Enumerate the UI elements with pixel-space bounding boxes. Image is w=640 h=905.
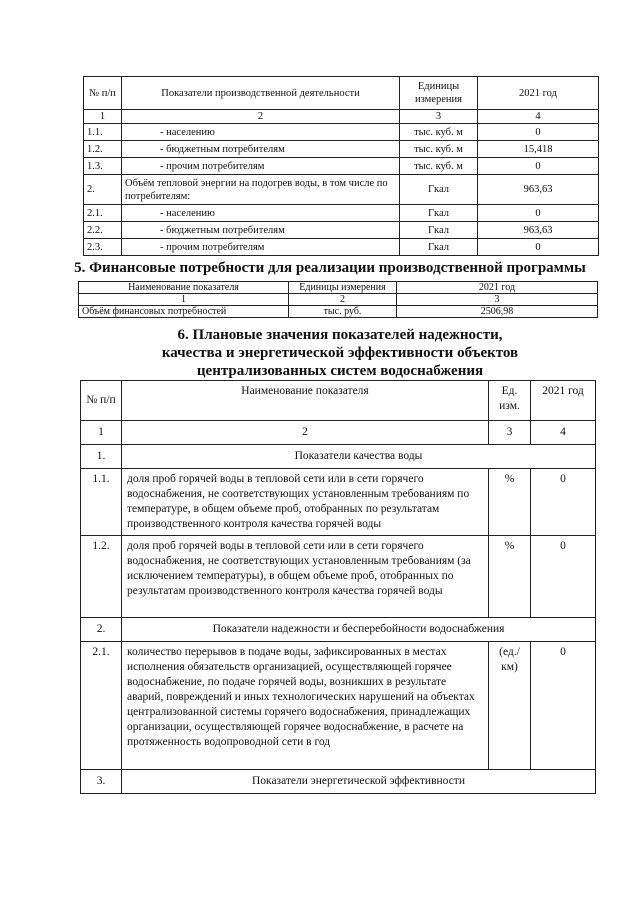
row-unit: тыс. куб. м [400,141,478,158]
table-row [81,642,596,770]
index-cell: 3 [489,421,531,445]
section-6-title-line-3: централизованных систем водоснабжения [196,363,484,379]
row-name: - населению [122,124,400,141]
index-cell: 3 [397,294,598,306]
col-unit-header: Единицы измерения [289,282,397,294]
row-num: 2.1. [81,642,122,770]
index-cell: 4 [478,110,599,124]
group-title: Показатели энергетической эффективности [122,770,596,794]
row-num: 2.2. [84,222,122,239]
col-year-header: 2021 год [531,381,596,421]
col-name-header: Наименование показателя [79,282,289,294]
row-text: доля проб горячей воды в тепловой сети или в сети горячего водоснабжения, не соответствующих установленным требованиям (за исключением температуры), в общем объеме проб, отобранных по результатам производственного контроля качества горячей воды [122,536,489,618]
row-num: 2. [84,175,122,205]
row-unit: Гкал [400,239,478,256]
table-row [84,175,599,205]
index-cell: 1 [84,110,122,124]
index-cell: 4 [531,421,596,445]
row-unit: тыс. руб. [289,306,397,318]
index-cell: 2 [289,294,397,306]
row-text: количество перерывов в подаче воды, зафиксированных в местах исполнения обязательств организацией, осуществляющей горячее водоснабжение, по подаче горячей воды, возникших в результате аварий, повреждений и иных технологических нарушений на объектах централизованной системы горячего водоснабжения, принадлежащих организации, осуществляющей горячее водоснабжение, в расчете на протяженность водопроводной сети в год [122,642,489,770]
col-unit-header: Единицы измерения [400,77,478,110]
table-header-row [79,282,598,294]
group-num: 1. [81,445,122,469]
section-6-title-line-1: 6. Плановые значения показателей надежности, [177,327,503,343]
row-num: 1.2. [84,141,122,158]
row-name: - прочим потребителям [122,239,400,256]
index-cell: 1 [81,421,122,445]
row-unit: Гкал [400,175,478,205]
row-value: 15,418 [478,141,599,158]
group-num: 2. [81,618,122,642]
group-title: Показатели качества воды [122,445,596,469]
row-unit: Гкал [400,222,478,239]
table-header-row [84,77,599,110]
planned-indicators-table [80,380,596,794]
row-value: 2506,98 [397,306,598,318]
row-value: 0 [531,536,596,618]
row-num: 2.1. [84,205,122,222]
row-value: 963,63 [478,222,599,239]
row-value: 0 [531,642,596,770]
row-text: доля проб горячей воды в тепловой сети или в сети горячего водоснабжения, не соответствующих установленным требованиям по температуре, в общем объеме проб, отобранных по результатам производственного контроля качества горячей воды [122,469,489,536]
section-6-title-line-2: качества и энергетической эффективности объектов [161,345,519,361]
group-row [81,445,596,469]
row-unit: тыс. куб. м [400,124,478,141]
group-row [81,618,596,642]
table-row [84,222,599,239]
index-cell: 2 [122,110,400,124]
row-name: Объём тепловой энергии на подогрев воды, в том числе по потребителям: [122,175,400,205]
group-title: Показатели надежности и бесперебойности водоснабжения [122,618,596,642]
row-value: 0 [531,469,596,536]
row-name: Объём финансовых потребностей [79,306,289,318]
section-6-title [80,326,600,380]
table-row [81,536,596,618]
col-num-header: № п/п [84,77,122,110]
table-row [84,141,599,158]
col-year-header: 2021 год [397,282,598,294]
financial-needs-table [78,281,598,318]
row-name: - бюджетным потребителям [122,222,400,239]
row-num: 1.3. [84,158,122,175]
section-5-title: 5. Финансовые потребности для реализации производственной программы [74,260,586,276]
col-name-header: Наименование показателя [122,381,489,421]
col-unit-header: Ед. изм. [489,381,531,421]
table-row [84,124,599,141]
index-cell: 1 [79,294,289,306]
table-header-row [81,381,596,421]
row-value: 0 [478,124,599,141]
col-num-header: № п/п [81,381,122,421]
index-row [81,421,596,445]
production-indicators-table [83,76,599,256]
table-row [84,158,599,175]
row-num: 2.3. [84,239,122,256]
col-indicator-header: Показатели производственной деятельности [122,77,400,110]
index-row [84,110,599,124]
row-num: 1.2. [81,536,122,618]
group-num: 3. [81,770,122,794]
group-row [81,770,596,794]
row-unit: Гкал [400,205,478,222]
index-row [79,294,598,306]
table-row [79,306,598,318]
row-name: - бюджетным потребителям [122,141,400,158]
col-year-header: 2021 год [478,77,599,110]
row-value: 963,63 [478,175,599,205]
row-value: 0 [478,158,599,175]
row-name: - прочим потребителям [122,158,400,175]
row-value: 0 [478,239,599,256]
row-num: 1.1. [84,124,122,141]
row-unit: % [489,469,531,536]
row-unit: (ед./ км) [489,642,531,770]
row-unit: % [489,536,531,618]
table-row [81,469,596,536]
row-unit: тыс. куб. м [400,158,478,175]
index-cell: 3 [400,110,478,124]
index-cell: 2 [122,421,489,445]
row-value: 0 [478,205,599,222]
row-num: 1.1. [81,469,122,536]
row-name: - населению [122,205,400,222]
table-row [84,205,599,222]
table-row [84,239,599,256]
